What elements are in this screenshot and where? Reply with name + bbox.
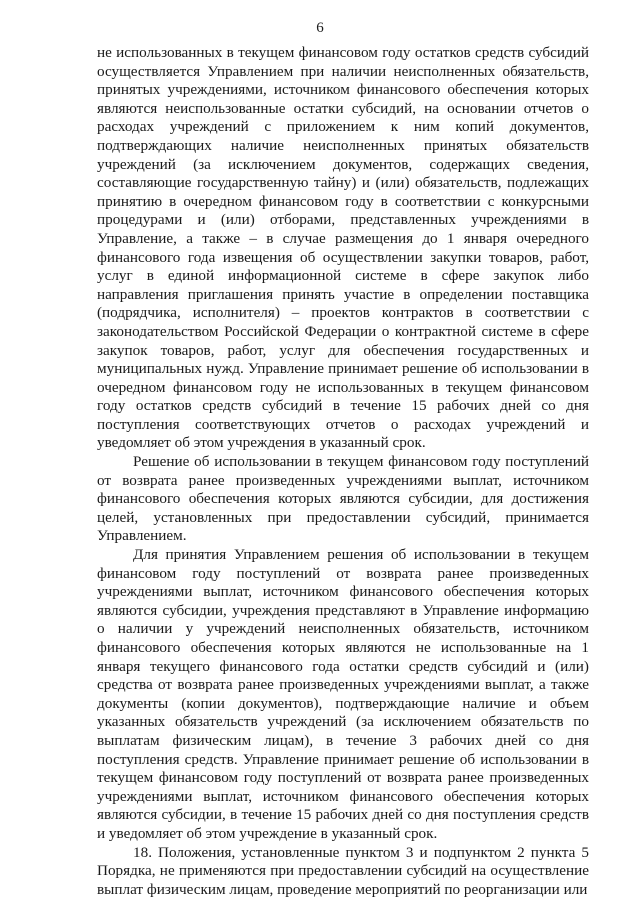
paragraph-procedure: Для принятия Управлением решения об использовании в текущем финансовом году поступлений от возврата ранее произведенных учреждениями выплат, источником финансового обеспечения которых являются субсидии, учреждения представляют в Управление информацию о наличии у учреждений неисполненных обязательств, источником финансового обеспечения которых являются не использованные на 1 января текущего финансового года остатки средств субсидий и (или) средства от возврата ранее произведенных учреждениями выплат, а также документы (копии документов), подтверждающие наличие и объем указанных обязательств учреждений (за исключением обязательств по выплатам физическим лицам), в течение 3 рабочих дней со дня поступления средств. Управление принимает решение об использовании в текущем финансовом году поступлений от возврата ранее произведенных учреждениями выплат, источником финансового обеспечения которых являются субсидии, в течение 15 рабочих дней со дня поступления средств и уведомляет об этом учреждение в указанный срок. <box>97 546 589 842</box>
paragraph-continuation: не использованных в текущем финансовом году остатков средств субсидий осуществляется Управлением при наличии неисполненных обязательств, принятых учреждениями, источником финансового обеспечения которых являются неиспользованные остатки субсидий, на основании отчетов о расходах учреждений с приложением к ним копий документов, подтверждающих наличие неисполненных принятых обязательств учреждений (за исключением документов, содержащих сведения, составляющие государственную тайну) и (или) обязательств, подлежащих принятию в очередном финансовом году в соответствии с конкурсными процедурами и (или) отборами, представленных учреждениями в Управление, а также – в случае размещения до 1 января очередного финансового года извещения об осуществлении закупки товаров, работ, услуг в единой информационной системе в сфере закупок либо направления приглашения принять участие в определении поставщика (подрядчика, исполнителя) – проектов контрактов в соответствии с законодательством Российской Федерации о контрактной системе в сфере закупок товаров, работ, услуг для обеспечения государственных и муниципальных нужд. Управление принимает решение об использовании в очередном финансовом году не использованных в текущем финансовом году остатков средств субсидий в течение 15 рабочих дней со дня поступления соответствующих отчетов о расходах учреждений и уведомляет об этом учреждения в указанный срок. <box>97 44 589 452</box>
paragraph-item-18: 18. Положения, установленные пунктом 3 и подпунктом 2 пункта 5 Порядка, не применяются при предоставлении субсидий на осуществление выплат физическим лицам, проведение мероприятий по реорганизации или <box>97 843 589 898</box>
paragraph-decision: Решение об использовании в текущем финансовом году поступлений от возврата ранее произведенных учреждениями выплат, источником финансового обеспечения которых являются субсидии, для достижения целей, установленных при предоставлении субсидий, принимается Управлением. <box>97 453 589 545</box>
page-number: 6 <box>316 20 324 36</box>
document-body <box>97 44 589 899</box>
